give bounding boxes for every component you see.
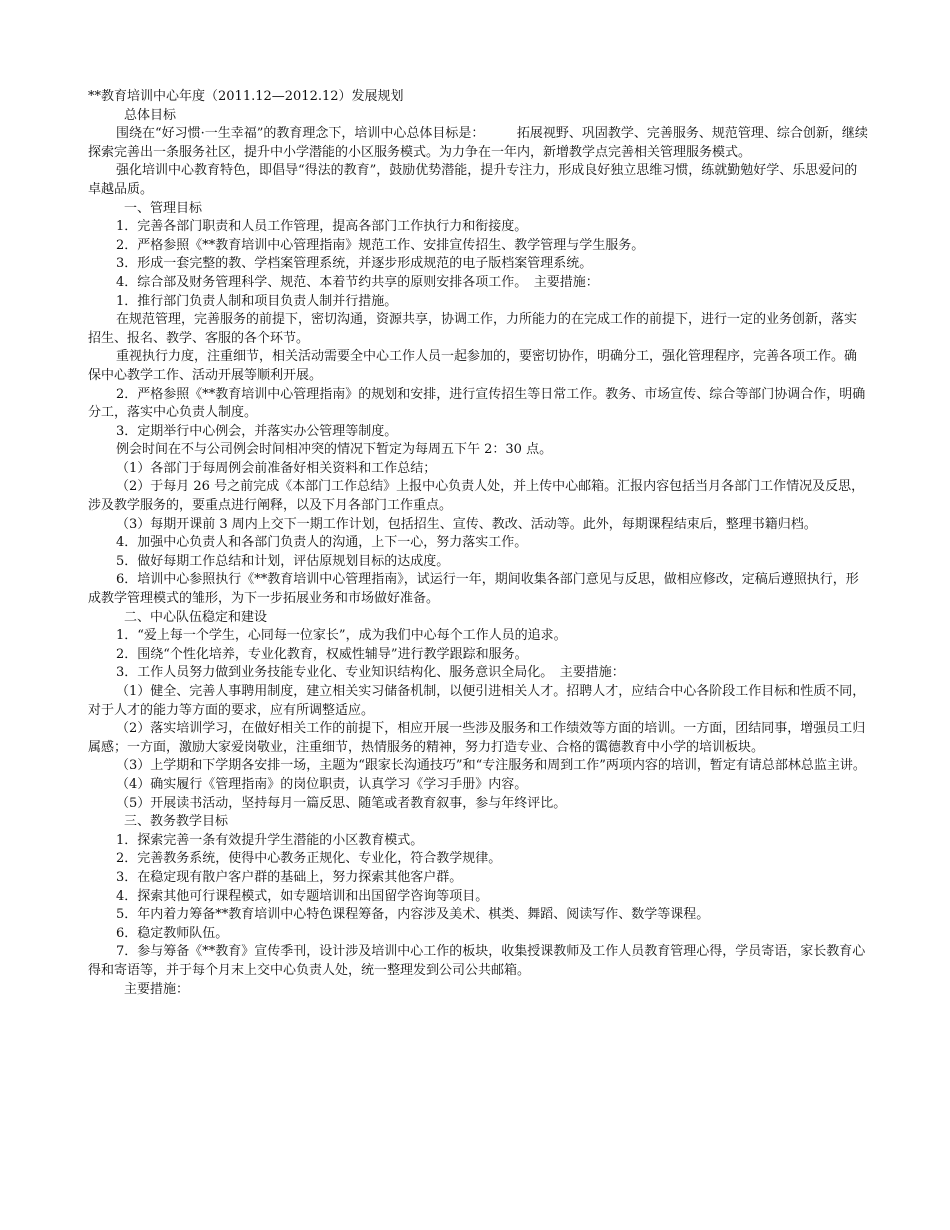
paragraph: 在规范管理，完善服务的前提下，密切沟通，资源共享，协调工作，力所能力的在完成工作的前提下，进行一定的业务创新，落实招生、报名、教学、客服的各个环节。 (88, 312, 858, 346)
paragraph: 2．围绕“个性化培养，专业化教育，权威性辅导”进行教学跟踪和服务。 (116, 646, 528, 662)
paragraph: （4）确实履行《管理指南》的岗位职责，认真学习《学习手册》内容。 (116, 776, 528, 792)
document-title: **教育培训中心年度（2011.12—2012.12）发展规划 (88, 89, 404, 104)
paragraph: 重视执行力度，注重细节，相关活动需要全中心工作人员一起参加的，要密切协作，明确分工，强化管理程序，完善各项工作。确保中心教学工作、活动开展等顺利开展。 (88, 349, 858, 383)
paragraph: 1．推行部门负责人制和项目负责人制并行措施。 (116, 293, 398, 309)
document-body (88, 107, 868, 1000)
paragraph: 4．探索其他可行课程模式，如专题培训和出国留学咨询等项目。 (116, 888, 489, 904)
paragraph: 2．严格参照《**教育培训中心管理指南》规范工作、安排宣传招生、教学管理与学生服务。 (116, 237, 645, 253)
paragraph: 6．培训中心参照执行《**教育培训中心管理指南》，试运行一年，期间收集各部门意见与反思，做相应修改，定稿后遵照执行，形成教学管理模式的雏形，为下一步拓展业务和市场做好准备。 (88, 572, 859, 607)
paragraph: 4．综合部及财务管理科学、规范、本着节约共享的原则安排各项工作。 主要措施： (116, 274, 599, 290)
paragraph: 3．在稳定现有散户客户群的基础上，努力探索其他客户群。 (116, 869, 463, 885)
document-page (88, 88, 868, 999)
paragraph: 二、中心队伍稳定和建设 (124, 609, 268, 625)
paragraph: （3）每期开课前 3 周内上交下一期工作计划，包括招生、宣传、教改、活动等。此外，每期课程结束后，整理书籍归档。 (116, 516, 817, 532)
paragraph: （1）健全、完善人事聘用制度，建立相关实习储备机制，以便引进相关人才。招聘人才，应结合中心各阶段工作目标和性质不同，对于人才的能力等方面的要求，应有所调整适应。 (88, 684, 866, 718)
paragraph: 强化培训中心教育特色，即倡导“得法的教育”，鼓励优势潜能，提升专注力，形成良好独立思维习惯，练就勤勉好学、乐思爱问的卓越品质。 (88, 163, 858, 197)
paragraph: （2）于每月 26 号之前完成《本部门工作总结》上报中心负责人处，并上传中心邮箱。汇报内容包括当月各部门工作情况及反思，涉及教学服务的，要重点进行阐释，以及下月各部门工作重点。 (88, 479, 865, 514)
paragraph: 6．稳定教师队伍。 (116, 925, 229, 941)
paragraph: 4．加强中心负责人和各部门负责人的沟通，上下一心，努力落实工作。 (116, 535, 528, 551)
paragraph: 围绕在“好习惯·一生幸福”的教育理念下，培训中心总体目标是： 拓展视野、巩固教学、完善服务、规范管理、综合创新，继续探索完善出一条服务社区，提升中小学潜能的小区服务模式。为力争在一年内，新增教学点完善相关管理服务模式。 (88, 126, 868, 160)
paragraph: 7．参与筹备《**教育》宣传季刊，设计涉及培训中心工作的板块，收集授课教师及工作人员教育管理心得，学员寄语，家长教育心得和寄语等，并于每个月末上交中心负责人处，统一整理发到公司公共邮箱。 (88, 944, 866, 978)
paragraph: 5．年内着力筹备**教育培训中心特色课程筹备，内容涉及美术、棋类、舞蹈、阅读写作、数学等课程。 (116, 907, 710, 923)
paragraph: 2．完善教务系统，使得中心教务正规化、专业化，符合教学规律。 (116, 851, 502, 867)
paragraph: 3．形成一套完整的教、学档案管理系统，并逐步形成规范的电子版档案管理系统。 (116, 256, 593, 272)
paragraph: 1．“爱上每一个学生，心同每一位家长”，成为我们中心每个工作人员的追求。 (116, 628, 567, 644)
paragraph: 5．做好每期工作总结和计划，评估原规划目标的达成度。 (116, 553, 450, 569)
paragraph: （3）上学期和下学期各安排一场，主题为“跟家长沟通技巧”和“专注服务和周到工作”两项内容的培训，暂定有请总部林总监主讲。 (116, 758, 866, 774)
paragraph: 3．定期举行中心例会，并落实办公管理等制度。 (116, 423, 398, 439)
paragraph: 3．工作人员努力做到业务技能专业化、专业知识结构化、服务意识全局化。 主要措施： (116, 665, 625, 681)
paragraph: （2）落实培训学习，在做好相关工作的前提下，相应开展一些涉及服务和工作绩效等方面的培训。一方面，团结同事，增强员工归属感；一方面，激励大家爱岗敬业，注重细节，热情服务的精神，努力打造专业、合格的霭德教育中小学的培训板块。 (88, 721, 866, 755)
paragraph: （1）各部门于每周例会前准备好相关资料和工作总结； (116, 460, 437, 476)
paragraph: 2．严格参照《**教育培训中心管理指南》的规划和安排，进行宣传招生等日常工作。教务、市场宣传、综合等部门协调合作，明确分工，落实中心负责人制度。 (88, 386, 866, 421)
paragraph: 1．完善各部门职责和人员工作管理，提高各部门工作执行力和衔接度。 (116, 219, 528, 235)
paragraph: 例会时间在不与公司例会时间相冲突的情况下暂定为每周五下午 2：30 点。 (116, 442, 553, 458)
paragraph: 一、管理目标 (124, 200, 203, 216)
paragraph: 1．探索完善一条有效提升学生潜能的小区教育模式。 (116, 832, 424, 848)
paragraph: 主要措施： (124, 981, 190, 997)
paragraph: 三、教务教学目标 (124, 814, 229, 830)
paragraph: 总体目标 (124, 107, 177, 123)
paragraph: （5）开展读书活动，坚持每月一篇反思、随笔或者教育叙事，参与年终评比。 (116, 795, 567, 811)
